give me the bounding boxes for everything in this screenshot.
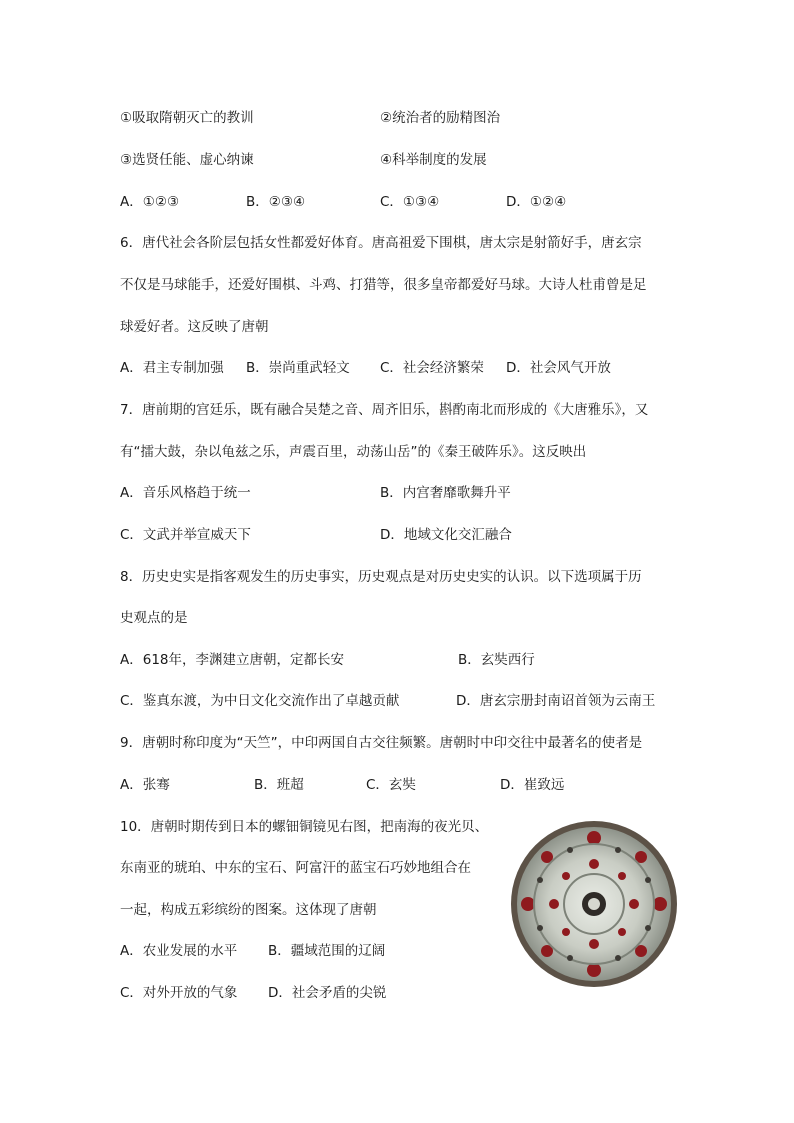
q7-stem-line-1: 7．唐前期的宫廷乐，既有融合吴楚之音、周齐旧乐，斟酌南北而形成的《大唐雅乐》，又 — [120, 402, 649, 418]
q6-option-d: D．社会风气开放 — [506, 360, 611, 376]
q10-option-a: A．农业发展的水平 — [120, 943, 238, 959]
q8-option-d: D．唐玄宗册封南诏首领为云南王 — [456, 693, 656, 709]
q9-option-b: B．班超 — [254, 777, 304, 793]
q9-option-d: D．崔致远 — [500, 777, 565, 793]
q10-option-d: D．社会矛盾的尖锐 — [268, 985, 387, 1001]
q9-option-a: A．张骞 — [120, 777, 170, 793]
q7-option-c: C．文武并举宣威天下 — [120, 527, 251, 543]
q7-option-b: B．内宫奢靡歌舞升平 — [380, 485, 511, 501]
q7-option-a: A．音乐风格趋于统一 — [120, 485, 251, 501]
q6-stem-line-1: 6．唐代社会各阶层包括女性都爱好体育。唐高祖爱下围棋，唐太宗是射箭好手，唐玄宗 — [120, 235, 642, 251]
q6-option-c: C．社会经济繁荣 — [380, 360, 484, 376]
q8-option-b: B．玄奘西行 — [458, 652, 535, 668]
q10-option-c: C．对外开放的气象 — [120, 985, 238, 1001]
q5-statement-3: ③选贤任能、虚心纳谏 — [120, 152, 254, 168]
q9-stem-line-1: 9．唐朝时称印度为“天竺”，中印两国自古交往频繁。唐朝时中印交往中最著名的使者是 — [120, 735, 643, 751]
q8-stem-line-2: 史观点的是 — [120, 610, 188, 626]
q10-stem-line-3: 一起，构成五彩缤纷的图案。这体现了唐朝 — [120, 902, 377, 918]
q9-option-c: C．玄奘 — [366, 777, 416, 793]
q8-option-a: A．618年，李渊建立唐朝，定都长安 — [120, 652, 345, 668]
q5-statement-2: ②统治者的励精图治 — [380, 110, 501, 126]
q10-stem-line-1: 10．唐朝时期传到日本的螺钿铜镜见右图，把南海的夜光贝、 — [120, 819, 489, 835]
q7-option-d: D．地域文化交汇融合 — [380, 527, 512, 543]
q5-statement-1: ①吸取隋朝灭亡的教训 — [120, 110, 254, 126]
q5-option-d: D．①②④ — [506, 194, 567, 210]
bronze-mirror-image — [510, 820, 678, 988]
q10-stem-line-2: 东南亚的琥珀、中东的宝石、阿富汗的蓝宝石巧妙地组合在 — [120, 860, 471, 876]
q5-option-c: C．①③④ — [380, 194, 440, 210]
q5-statement-4: ④科举制度的发展 — [380, 152, 487, 168]
q6-stem-line-3: 球爱好者。这反映了唐朝 — [120, 319, 269, 335]
q7-stem-line-2: 有“擂大鼓，杂以龟兹之乐，声震百里，动荡山岳”的《秦王破阵乐》。这反映出 — [120, 444, 587, 460]
q8-option-c: C．鉴真东渡，为中日文化交流作出了卓越贡献 — [120, 693, 400, 709]
q5-option-b: B．②③④ — [246, 194, 306, 210]
q6-option-b: B．崇尚重武轻文 — [246, 360, 350, 376]
q10-option-b: B．疆域范围的辽阔 — [268, 943, 386, 959]
q6-stem-line-2: 不仅是马球能手，还爱好围棋、斗鸡、打猎等，很多皇帝都爱好马球。大诗人杜甫曾是足 — [120, 277, 647, 293]
q5-option-a: A．①②③ — [120, 194, 180, 210]
q6-option-a: A．君主专制加强 — [120, 360, 224, 376]
q8-stem-line-1: 8．历史史实是指客观发生的历史事实，历史观点是对历史史实的认识。以下选项属于历 — [120, 569, 642, 585]
